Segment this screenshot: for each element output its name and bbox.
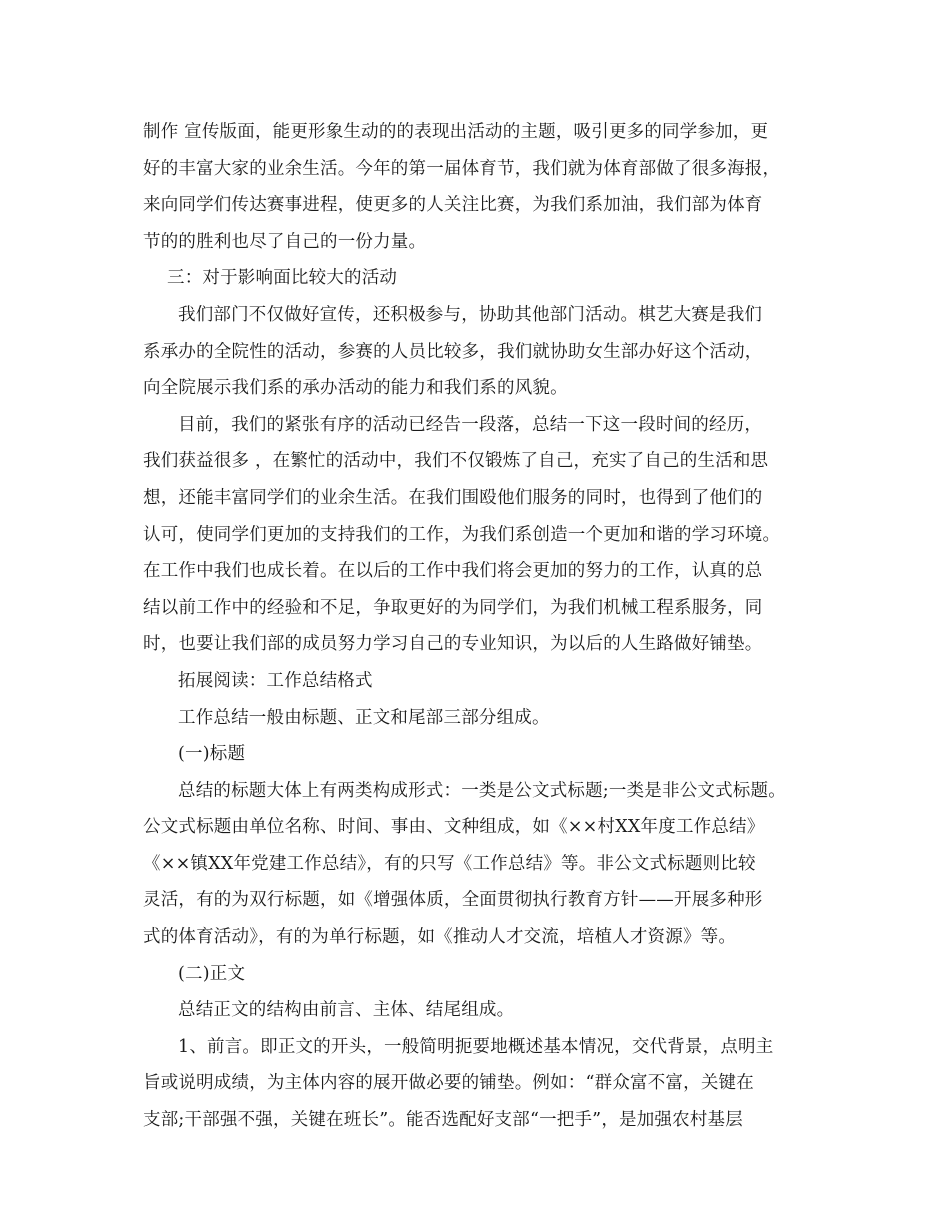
text-line: 节的的胜利也尽了自己的一份力量。	[143, 231, 427, 252]
text-line: 我们部门不仅做好宣传，还积极参与，协助其他部门活动。棋艺大赛是我们	[178, 304, 763, 325]
text-line: 1、前言。即正文的开头，一般简明扼要地概述基本情况，交代背景，点明主	[178, 1036, 774, 1057]
text-line: 结以前工作中的经验和不足，争取更好的为同学们，为我们机械工程系服务，同	[143, 597, 763, 618]
text-line: 总结的标题大体上有两类构成形式：一类是公文式标题;一类是非公文式标题。	[178, 780, 786, 801]
text-line: 式的体育活动》，有的为单行标题，如《推动人才交流，培植人才资源》等。	[143, 927, 737, 948]
text-line: 《××镇XX年党建工作总结》，有的只写《工作总结》等。非公文式标题则比较	[143, 853, 756, 874]
section-heading: 三：对于影响面比较大的活动	[167, 268, 398, 289]
text-line: 认可，使同学们更加的支持我们的工作，为我们系创造一个更加和谐的学习环境。	[143, 524, 781, 545]
text-line: 支部;干部强不强，关键在班长”。能否选配好支部“一把手”，是加强农村基层	[143, 1110, 743, 1131]
text-line: 好的丰富大家的业余生活。今年的第一届体育节，我们就为体育部做了很多海报，	[143, 158, 781, 179]
text-line: 时，也要让我们部的成员努力学习自己的专业知识，为以后的人生路做好铺垫。	[143, 634, 763, 655]
text-line: 在工作中我们也成长着。在以后的工作中我们将会更加的努力的工作，认真的总	[143, 561, 763, 582]
section-heading: 拓展阅读：工作总结格式	[178, 670, 373, 691]
text-line: 工作总结一般由标题、正文和尾部三部分组成。	[178, 707, 550, 728]
text-line: 总结正文的结构由前言、主体、结尾组成。	[178, 1000, 515, 1021]
text-line: 系承办的全院性的活动，参赛的人员比较多，我们就协助女生部办好这个活动，	[143, 341, 763, 362]
text-line: 向全院展示我们系的承办活动的能力和我们系的风貌。	[143, 378, 568, 399]
text-line: 想，还能丰富同学们的业余生活。在我们围殴他们服务的同时，也得到了他们的	[143, 487, 763, 508]
text-line: 灵活，有的为双行标题，如《增强体质，全面贯彻执行教育方针——开展多种形	[143, 890, 763, 911]
document-body	[143, 114, 823, 1139]
section-heading: (一)标题	[178, 744, 246, 765]
text-line: 公文式标题由单位名称、时间、事由、文种组成，如《××村XX年度工作总结》	[143, 817, 765, 838]
section-heading: (二)正文	[178, 963, 246, 984]
text-line: 来向同学们传达赛事进程，使更多的人关注比赛，为我们系加油，我们部为体育	[143, 195, 763, 216]
text-line: 我们获益很多 ，在繁忙的活动中，我们不仅锻炼了自己，充实了自己的生活和思	[143, 451, 769, 472]
text-line: 制作 宣传版面，能更形象生动的的表现出活动的主题，吸引更多的同学参加，更	[143, 122, 769, 142]
text-line: 旨或说明成绩，为主体内容的展开做必要的铺垫。例如：“群众富不富，关键在	[143, 1073, 754, 1094]
text-line: 目前，我们的紧张有序的活动已经告一段落，总结一下这一段时间的经历，	[178, 414, 763, 435]
